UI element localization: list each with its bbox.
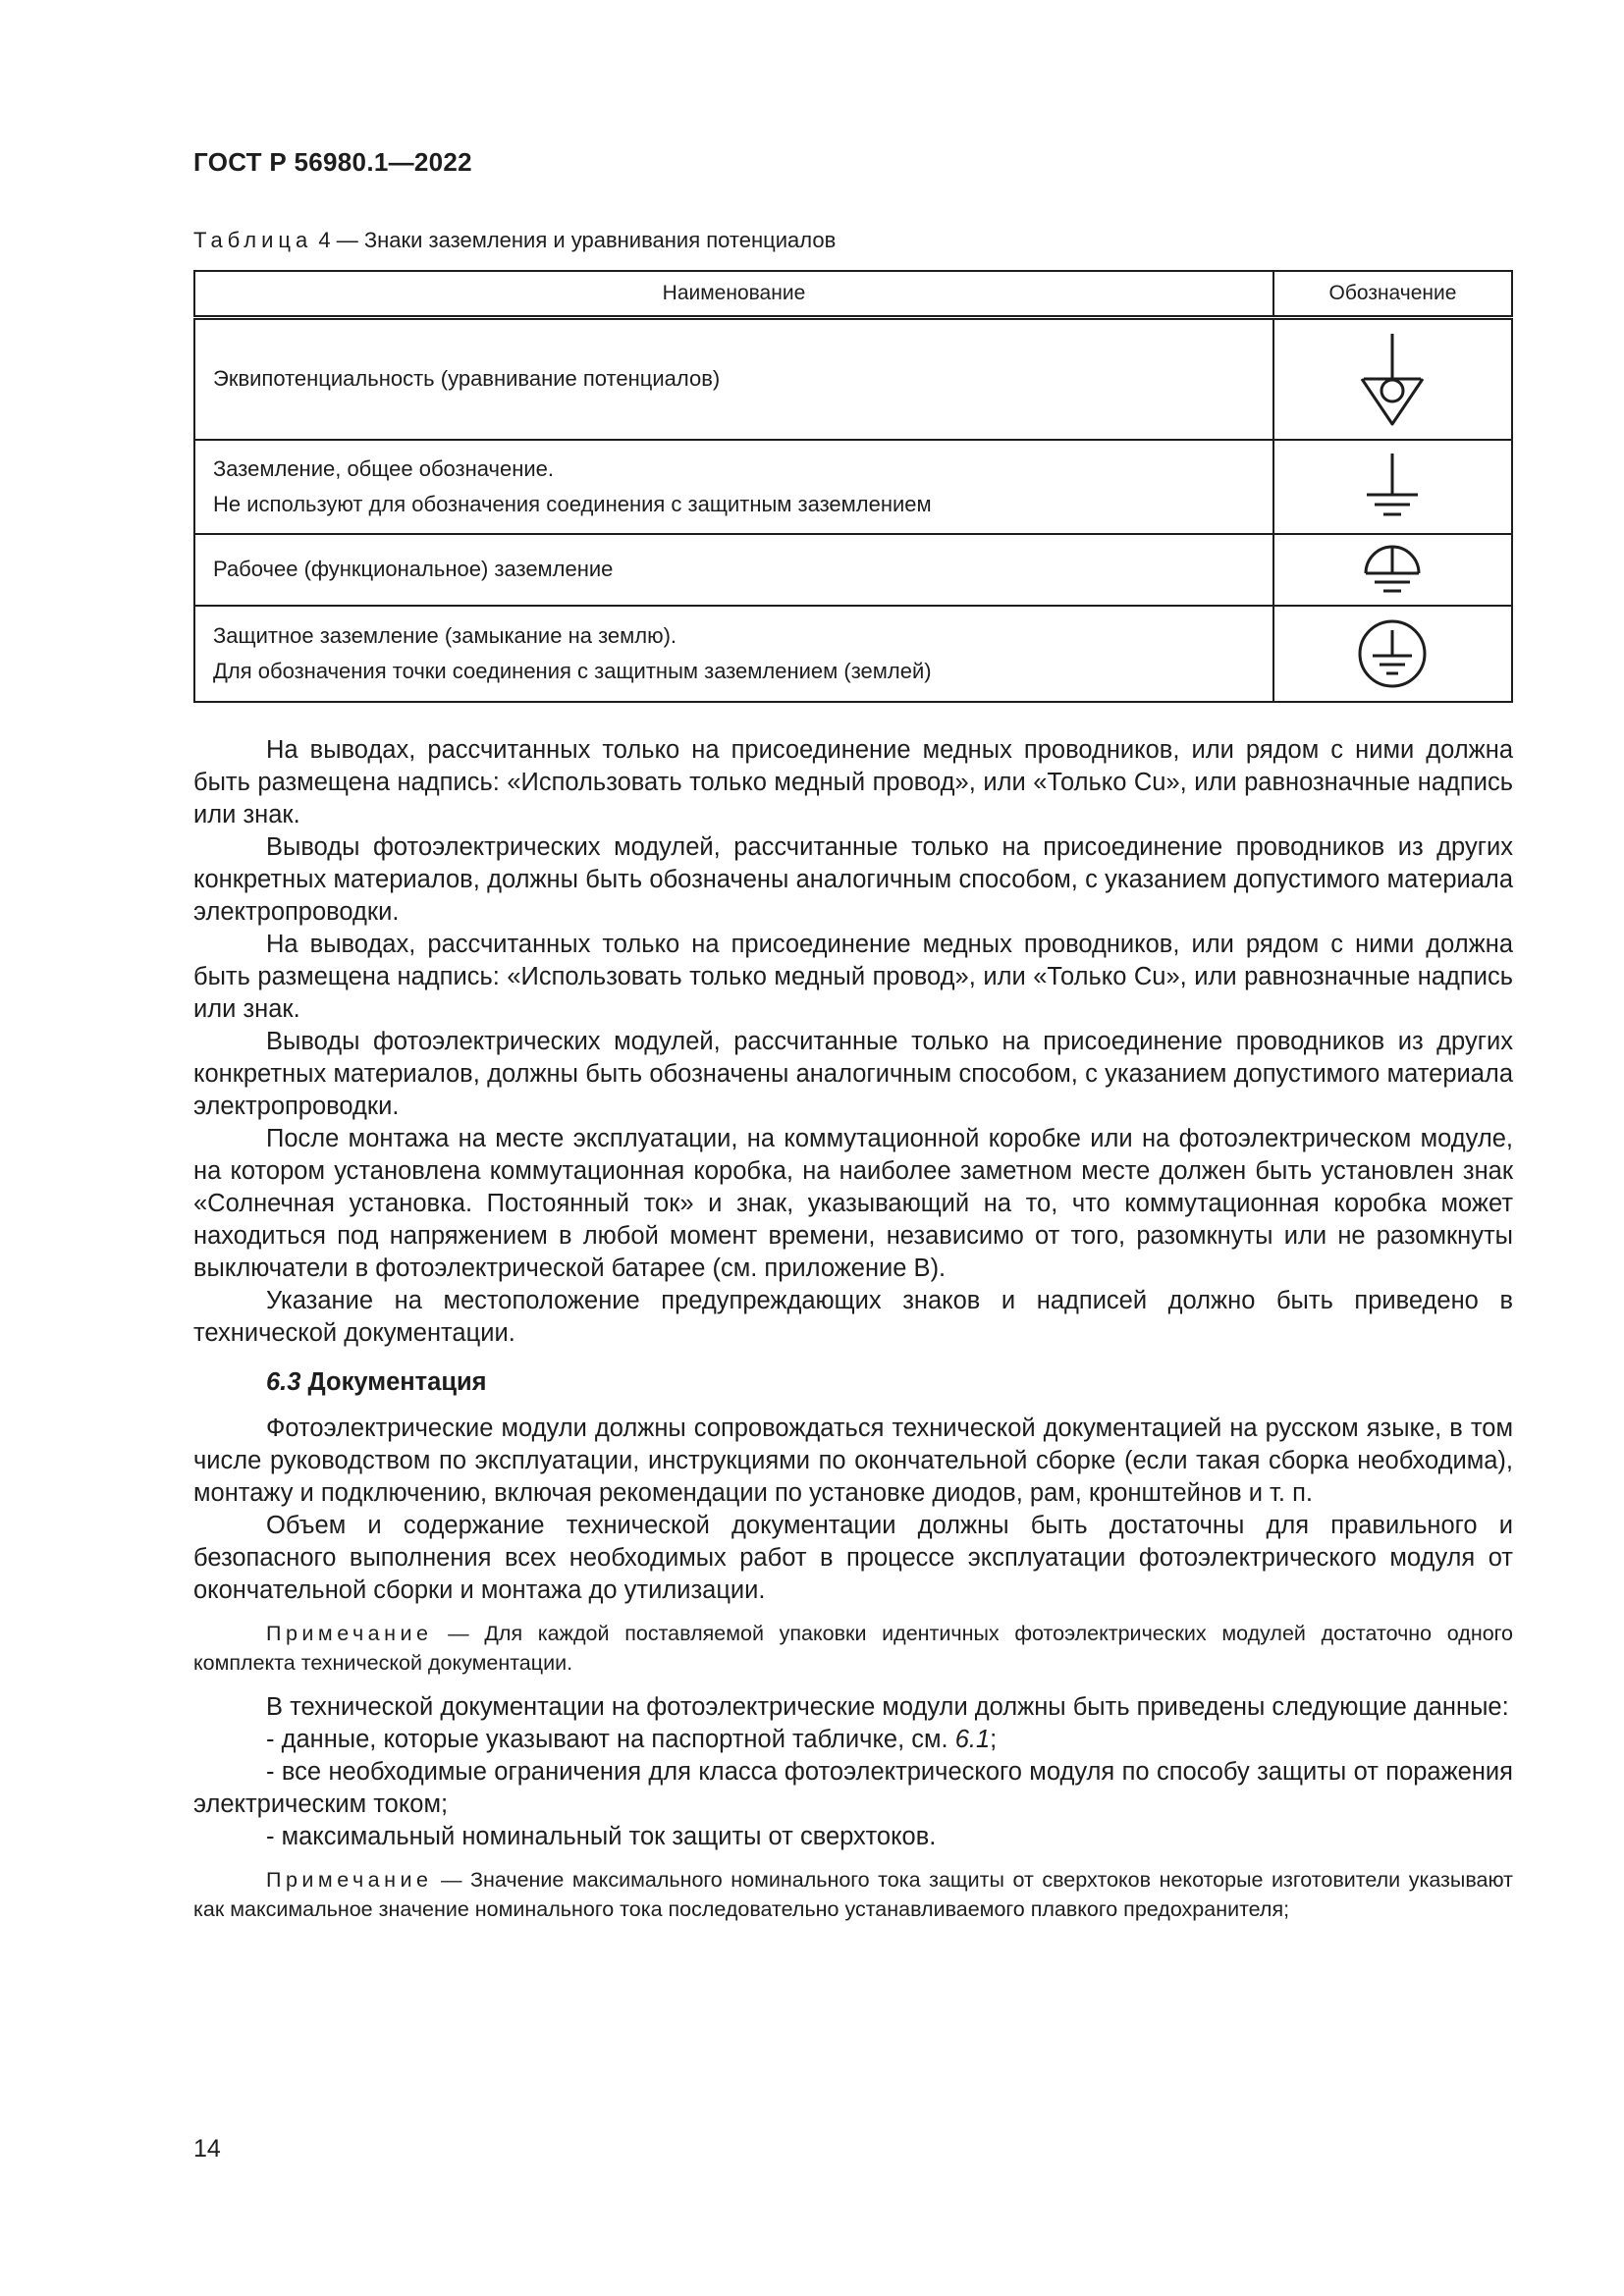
column-header-symbol: Обозначение: [1273, 271, 1512, 318]
table-row: [194, 318, 1512, 440]
note: [193, 1865, 1513, 1924]
paragraph: В технической документации на фотоэлектрические модули должны быть приведены следующие данные:: [266, 1693, 1509, 1721]
note: [193, 1619, 1513, 1678]
row-name-cell: [194, 318, 1273, 440]
ground-icon: [1363, 450, 1422, 524]
table-caption: [193, 228, 836, 253]
note-label: Примечание: [266, 1868, 433, 1892]
note-text: — Значение максимального номинального тока защиты от сверхтоков некоторые изготовители указывают как максимальное значение номинального тока последовательно устанавливаемого плавкого предохранителя;: [193, 1868, 1513, 1921]
clause-reference: 6.1: [954, 1726, 991, 1753]
row-name-line1: Заземление, общее обозначение.: [213, 455, 555, 481]
paragraph: Выводы фотоэлектрических модулей, рассчитанные только на присоединение проводников из других конкретных материалов, должны быть обозначены аналогичным способом, с указанием допустимого материала электропроводки.: [193, 1028, 1513, 1120]
row-symbol-cell: [1273, 318, 1512, 440]
row-name-cell: [194, 440, 1273, 534]
row-name-cell: [194, 606, 1273, 702]
paragraph: Фотоэлектрические модули должны сопровождаться технической документацией на русском языке, в том числе руководством по эксплуатации, инструкциями по окончательной сборке (если такая сборка необходима), монтажу и подключению, включая рекомендации по установке диодов, рам, кронштейнов и т. п.: [193, 1415, 1513, 1507]
note-label: Примечание: [266, 1622, 433, 1645]
protective-ground-icon: [1355, 616, 1430, 691]
list-item-end: ;: [990, 1726, 998, 1753]
paragraph: Выводы фотоэлектрических модулей, рассчитанные только на присоединение проводников из других конкретных материалов, должны быть обозначены аналогичным способом, с указанием допустимого материала электропроводки.: [193, 833, 1513, 926]
body-text: [193, 734, 1513, 1938]
functional-ground-icon: [1360, 542, 1425, 597]
note-text: — Для каждой поставляемой упаковки идентичных фотоэлектрических модулей достаточно одного комплекта технической документации.: [193, 1622, 1513, 1675]
row-name-cell: [194, 534, 1273, 606]
row-name-line1: Защитное заземление (замыкание на землю).: [213, 622, 677, 648]
row-name-line1: Рабочее (функциональное) заземление: [213, 557, 614, 581]
list-item: - максимальный номинальный ток защиты от сверхтоков.: [266, 1823, 937, 1850]
page-number: 14: [193, 2135, 221, 2163]
list-item-text: - данные, которые указывают на паспортной табличке, см.: [266, 1726, 955, 1753]
paragraph: После монтажа на месте эксплуатации, на коммутационной коробке или на фотоэлектрическом модуле, на котором установлена коммутационная коробка, на наиболее заметном месте должен быть установлен знак «Солнечная установка. Постоянный ток» и знак, указывающий на то, что коммутационная коробка может находиться под напряжением в любой момент времени, независимо от того, разомкнуты или не разомкнуты выключатели в фотоэлектрической батарее (см. приложение В).: [193, 1125, 1513, 1282]
equipotential-icon: [1358, 328, 1427, 430]
paragraph: Объем и содержание технической документации должны быть достаточны для правильного и безопасного выполнения всех необходимых работ в процессе эксплуатации фотоэлектрического модуля от окончательной сборки и монтажа до утилизации.: [193, 1512, 1513, 1604]
table-row: [194, 440, 1512, 534]
section-number: 6.3: [266, 1368, 301, 1396]
row-symbol-cell: [1273, 534, 1512, 606]
grounding-symbols-table: [193, 270, 1513, 703]
table-caption-prefix: Таблица: [193, 228, 313, 252]
paragraph: На выводах, рассчитанных только на присоединение медных проводников, или рядом с ними должна быть размещена надпись: «Использовать только медный провод», или «Только Cu», или равнозначные надпись или знак.: [193, 931, 1513, 1023]
table-caption-text: 4 — Знаки заземления и уравнивания потенциалов: [312, 228, 837, 252]
paragraph: Указание на местоположение предупреждающих знаков и надписей должно быть приведено в технической документации.: [193, 1287, 1513, 1347]
section-title: Документация: [300, 1368, 487, 1396]
table-row: [194, 534, 1512, 606]
row-symbol-cell: [1273, 606, 1512, 702]
list-item: - все необходимые ограничения для класса фотоэлектрического модуля по способу защиты от поражения электрическим током;: [193, 1758, 1513, 1818]
paragraph: На выводах, рассчитанных только на присоединение медных проводников, или рядом с ними должна быть размещена надпись: «Использовать только медный провод», или «Только Cu», или равнозначные надпись или знак.: [193, 736, 1513, 828]
table-row: [194, 606, 1512, 702]
section-heading: [193, 1363, 1513, 1401]
document-code: ГОСТ Р 56980.1—2022: [193, 147, 472, 177]
column-header-name: Наименование: [194, 271, 1273, 318]
row-name-line1: Эквипотенциальность (уравнивание потенциалов): [213, 366, 721, 392]
row-name-line2: Для обозначения точки соединения с защитным заземлением (землей): [213, 658, 932, 683]
table-header-row: [194, 271, 1512, 318]
row-name-line2: Не используют для обозначения соединения с защитным заземлением: [213, 491, 932, 516]
row-symbol-cell: [1273, 440, 1512, 534]
list-item: [193, 1724, 1513, 1756]
